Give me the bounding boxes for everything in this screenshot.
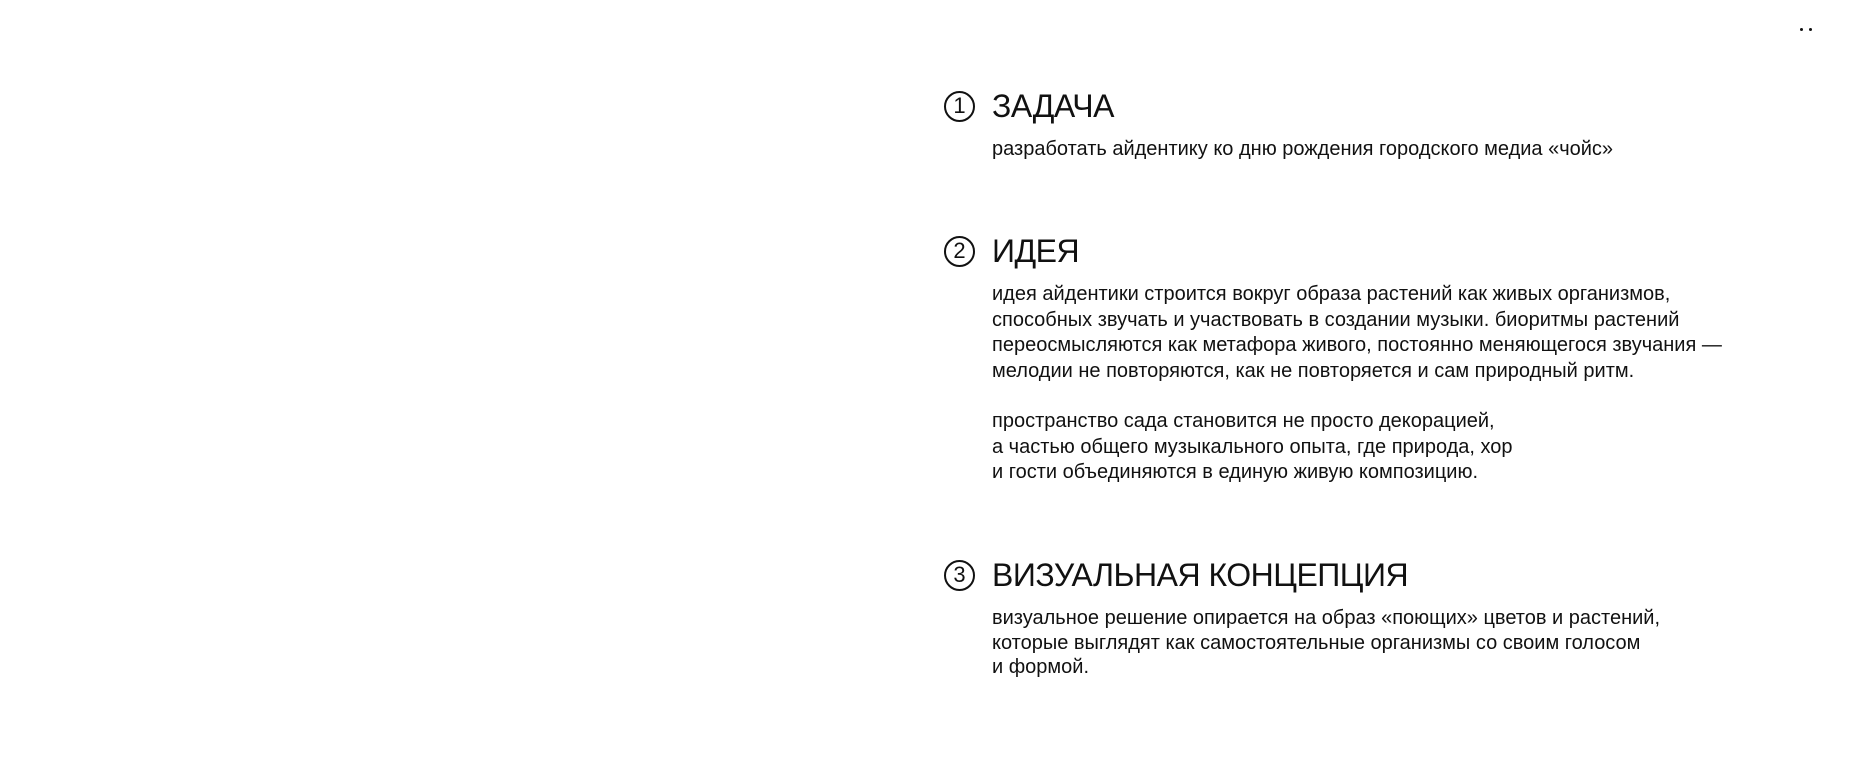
section-visual-concept <box>944 557 1824 680</box>
section-paragraph: разработать айдентику ко дню рождения городского медиа «чойс» <box>992 138 1614 160</box>
section-body <box>992 282 1824 486</box>
section-title: ИДЕЯ <box>992 233 1080 269</box>
section-paragraph: пространство сада становится не просто декорацией, а частью общего музыкального опыта, где природа, хор и гости объединяются в единую живую композицию. <box>992 410 1513 483</box>
section-task <box>944 88 1824 163</box>
section-header <box>944 557 1824 593</box>
circled-number-icon: 2 <box>944 236 975 267</box>
section-title: ЗАДАЧА <box>992 88 1114 124</box>
section-header <box>944 88 1824 124</box>
section-header <box>944 233 1824 269</box>
section-paragraph: идея айдентики строится вокруг образа растений как живых организмов, способных звучать и участвовать в создании музыки. биоритмы растений переосмысляются как метафора живого, постоянно меняющегося звучания — мелодии не повторяются, как не повторяется и сам природный ритм. <box>992 283 1722 382</box>
section-title: ВИЗУАЛЬНАЯ КОНЦЕПЦИЯ <box>992 557 1409 593</box>
more-dots-icon[interactable] <box>1800 24 1814 34</box>
section-body <box>992 606 1824 680</box>
section-body <box>992 137 1824 163</box>
circled-number-icon: 3 <box>944 560 975 591</box>
dot <box>1800 28 1803 31</box>
dot <box>1809 28 1812 31</box>
section-paragraph: визуальное решение опирается на образ «поющих» цветов и растений, которые выглядят как самостоятельные организмы со своим голосом и формой. <box>992 607 1661 678</box>
section-idea <box>944 233 1824 486</box>
circled-number-icon: 1 <box>944 91 975 122</box>
